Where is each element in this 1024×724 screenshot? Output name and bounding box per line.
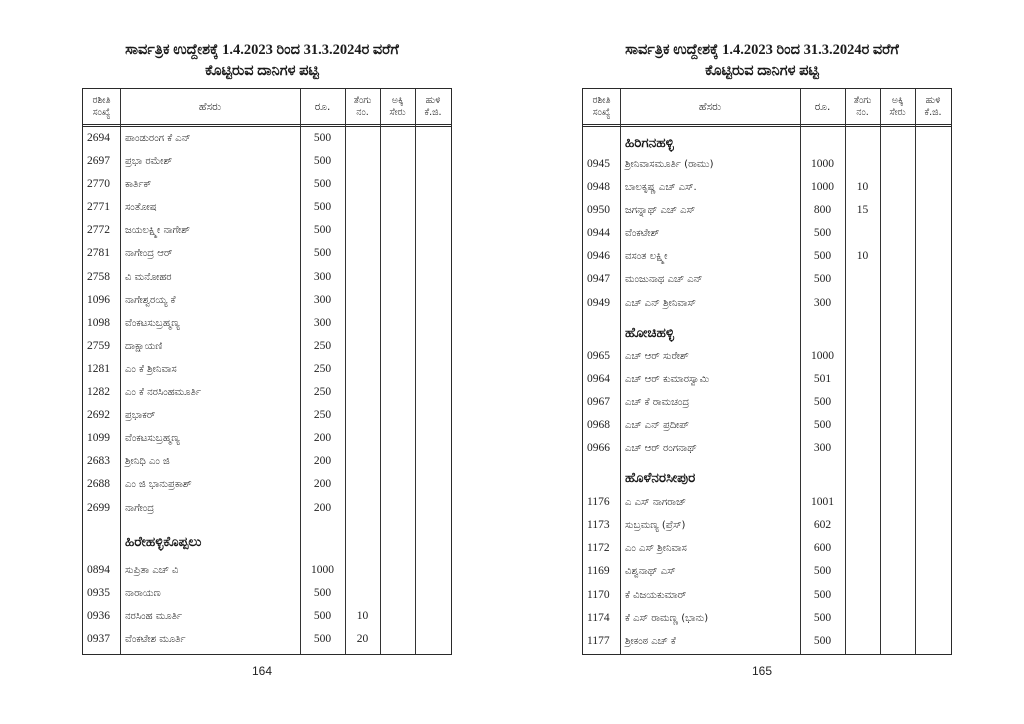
village-section-heading: ಹೋಚಿಹಳ್ಳಿ — [625, 324, 675, 341]
amount-rupees: 200 — [313, 478, 332, 491]
column-header-line: ಹುಳಿ — [425, 94, 441, 106]
amount-rupees: 500 — [813, 418, 832, 431]
receipt-number: 2772 — [87, 224, 110, 237]
amount-rupees: 200 — [313, 432, 332, 445]
receipt-number: 2694 — [87, 132, 110, 144]
column-header-receipt — [583, 89, 620, 124]
receipt-number: 0948 — [587, 181, 610, 194]
donor-name: ನಾರಾಯಣ — [125, 587, 161, 599]
donor-name: ಎಚ್ ಎನ್ ಶ್ರೀನಿವಾಸ್ — [625, 297, 696, 309]
column-header-coconut — [345, 89, 380, 124]
table-row — [583, 176, 951, 199]
column-header-line: ನಂ. — [856, 106, 869, 118]
receipt-number: 1173 — [587, 519, 610, 532]
receipt-number: 0945 — [587, 158, 610, 170]
column-divider — [300, 89, 301, 654]
donor-name: ವಸಂತ ಲಕ್ಷ್ಮೀ — [625, 251, 668, 263]
column-header-line: ಸಂಖ್ಯೆ — [592, 106, 611, 118]
amount-rupees: 500 — [813, 634, 832, 647]
column-divider — [380, 89, 381, 654]
column-header-tamarind — [415, 89, 451, 124]
column-header-line: ನಂ. — [356, 106, 369, 118]
village-section-row — [583, 315, 951, 345]
table-row — [83, 628, 451, 651]
title-line-1: ಸಾರ್ವತ್ರಿಕ ಉದ್ದೇಶಕ್ಕೆ 1.4.2023 ರಿಂದ 31.3.2024ರ ವರೆಗೆ — [125, 42, 399, 58]
coconut-count: 10 — [356, 609, 369, 622]
receipt-number: 2770 — [87, 178, 110, 191]
amount-rupees: 500 — [813, 588, 832, 601]
column-divider — [845, 89, 846, 654]
column-header-line: ಸಂಖ್ಯೆ — [92, 106, 111, 118]
donor-table — [582, 88, 952, 655]
column-divider — [880, 89, 881, 654]
table-row — [83, 473, 451, 496]
column-header-line: ಹೆಸರು — [198, 100, 222, 113]
page-title — [52, 40, 472, 82]
receipt-number: 1169 — [587, 565, 610, 578]
receipt-number: 0965 — [587, 349, 610, 362]
receipt-number: 0894 — [87, 563, 110, 576]
village-section-heading: ಹೊಳೆನರಸೀಪುರ — [625, 470, 696, 487]
village-section-row — [83, 520, 451, 559]
amount-rupees: 500 — [313, 247, 332, 260]
column-header-line: ತೆಂಗು — [353, 94, 372, 106]
donor-name: ವಿ ಮನೋಹರ — [125, 271, 172, 283]
column-header-line: ಅಕ್ಕಿ — [891, 94, 904, 106]
receipt-number: 0949 — [587, 296, 610, 309]
donor-name: ಸುಪ್ರಿತಾ ಎಚ್ ವಿ — [125, 564, 179, 576]
receipt-number: 0946 — [587, 250, 610, 263]
column-header-receipt — [83, 89, 120, 124]
table-row — [583, 368, 951, 391]
donor-name: ನರಸಿಂಹ ಮೂರ್ತಿ — [125, 610, 183, 622]
donor-name: ಪ್ರಭಾಕರ್ — [125, 410, 156, 422]
receipt-number: 2759 — [87, 339, 110, 352]
table-row — [83, 582, 451, 605]
table-row — [83, 150, 451, 173]
receipt-number: 0967 — [587, 395, 610, 408]
receipt-number: 2699 — [87, 501, 110, 514]
amount-rupees: 500 — [313, 586, 332, 599]
title-line-1: ಸಾರ್ವತ್ರಿಕ ಉದ್ದೇಶಕ್ಕೆ 1.4.2023 ರಿಂದ 31.3.2024ರ ವರೆಗೆ — [625, 42, 899, 58]
table-row — [583, 491, 951, 514]
donor-name: ಪ್ರಭಾ ರಮೇಶ್ — [125, 156, 173, 168]
column-header-rupees — [300, 89, 345, 124]
table-row — [583, 437, 951, 460]
coconut-count: 10 — [856, 181, 869, 194]
donor-name: ಎಚ್ ಆರ್ ರಂಗನಾಥ್ — [625, 443, 697, 455]
column-header-line: ಸೇರು — [889, 106, 906, 118]
amount-rupees: 300 — [813, 442, 832, 455]
receipt-number: 1176 — [587, 496, 610, 509]
table-row — [83, 173, 451, 196]
amount-rupees: 501 — [813, 372, 832, 385]
table-row — [83, 450, 451, 473]
receipt-number: 2692 — [87, 409, 110, 422]
column-divider — [915, 89, 916, 654]
amount-rupees: 600 — [813, 542, 832, 555]
column-header-rupees — [800, 89, 845, 124]
table-row — [583, 153, 951, 176]
amount-rupees: 250 — [313, 386, 332, 399]
table-header — [83, 89, 451, 127]
table-row — [583, 584, 951, 607]
table-row — [83, 312, 451, 335]
table-row — [83, 381, 451, 404]
coconut-count: 15 — [856, 204, 869, 217]
amount-rupees: 500 — [813, 565, 832, 578]
amount-rupees: 602 — [813, 519, 832, 532]
column-header-line: ರಶೀತಿ — [92, 94, 111, 106]
column-divider — [345, 89, 346, 654]
donor-name: ವೆಂಕಟೇಶ ಮೂರ್ತಿ — [125, 633, 186, 645]
coconut-count: 20 — [356, 632, 369, 645]
amount-rupees: 500 — [313, 201, 332, 214]
table-row — [583, 292, 951, 315]
table-row — [583, 537, 951, 560]
donor-name: ಕೆ ಎಸ್ ರಾಮಣ್ಣ (ಭಾನು) — [625, 612, 709, 624]
amount-rupees: 500 — [313, 132, 332, 144]
donor-name: ದಾಕ್ಷಾಯಣಿ — [125, 340, 163, 352]
donor-name: ಜಯಲಕ್ಷ್ಮೀ ನಾಗೇಶ್ — [125, 225, 190, 237]
receipt-number: 0950 — [587, 204, 610, 217]
donor-table — [82, 88, 452, 655]
amount-rupees: 500 — [813, 611, 832, 624]
amount-rupees: 300 — [313, 316, 332, 329]
amount-rupees: 500 — [813, 395, 832, 408]
donor-name: ನಾಗೇಂದ್ರ — [125, 502, 155, 514]
receipt-number: 2683 — [87, 455, 110, 468]
page-number: 164 — [251, 664, 273, 678]
column-header-rice — [380, 89, 415, 124]
amount-rupees: 1000 — [811, 181, 834, 194]
receipt-number: 1172 — [587, 542, 610, 555]
receipt-number: 0935 — [87, 586, 110, 599]
column-header-rice — [880, 89, 915, 124]
donor-name: ಎಂ ಕೆ ಶ್ರೀನಿವಾಸ — [125, 363, 177, 375]
donor-name: ವೆಂಕಟಸುಬ್ರಹ್ಮಣ್ಯ — [125, 433, 180, 445]
receipt-number: 1099 — [87, 432, 110, 445]
receipt-number: 0966 — [587, 442, 610, 455]
donor-name: ಬಾಲಕೃಷ್ಣ ಎಚ್ ಎಸ್. — [625, 182, 697, 194]
amount-rupees: 500 — [313, 224, 332, 237]
receipt-number: 0936 — [87, 609, 110, 622]
amount-rupees: 500 — [313, 609, 332, 622]
amount-rupees: 500 — [813, 250, 832, 263]
column-header-name — [620, 89, 800, 124]
amount-rupees: 1001 — [811, 496, 834, 509]
table-row — [83, 242, 451, 265]
receipt-number: 2758 — [87, 270, 110, 283]
table-row — [583, 268, 951, 291]
page-title — [552, 40, 972, 82]
amount-rupees: 250 — [313, 339, 332, 352]
amount-rupees: 500 — [813, 227, 832, 240]
table-row — [83, 605, 451, 628]
table-row — [583, 630, 951, 653]
donor-name: ನಾಗೇಂದ್ರ ಆರ್ — [125, 248, 173, 260]
receipt-number: 1170 — [587, 588, 610, 601]
amount-rupees: 200 — [313, 455, 332, 468]
amount-rupees: 1000 — [811, 158, 834, 170]
table-row — [83, 497, 451, 520]
amount-rupees: 500 — [813, 273, 832, 286]
column-header-line: ಕೆ.ಜಿ. — [924, 106, 942, 118]
receipt-number: 0968 — [587, 418, 610, 431]
table-row — [583, 391, 951, 414]
donor-name: ಜಗನ್ನಾಥ್ ಎಚ್ ಎಸ್ — [625, 205, 696, 217]
page-number: 165 — [751, 664, 773, 678]
column-divider — [120, 89, 121, 654]
donor-name: ಮಂಜುನಾಥ ಎಚ್ ಎನ್ — [625, 274, 703, 286]
table-row — [83, 289, 451, 312]
donor-name: ಕೆ ವಿಜಯಕುಮಾರ್ — [625, 589, 687, 601]
column-header-line: ರೂ. — [314, 100, 331, 113]
amount-rupees: 300 — [313, 270, 332, 283]
receipt-number: 2697 — [87, 155, 110, 168]
amount-rupees: 500 — [313, 632, 332, 645]
amount-rupees: 300 — [313, 293, 332, 306]
table-row — [83, 127, 451, 150]
column-header-line: ಸೇರು — [389, 106, 406, 118]
amount-rupees: 1000 — [811, 349, 834, 362]
receipt-number: 0964 — [587, 372, 610, 385]
table-row — [83, 358, 451, 381]
donor-name: ಪಾಂಡುರಂಗ ಕೆ ಎನ್ — [125, 133, 191, 144]
donor-name: ವಿಶ್ವನಾಥ್ ಎಸ್ — [625, 566, 676, 578]
receipt-number: 1174 — [587, 611, 610, 624]
donor-name: ಎಂ ಎಸ್ ಶ್ರೀನಿವಾಸ — [625, 543, 687, 555]
receipt-number: 2781 — [87, 247, 110, 260]
donor-name: ಎ ಎಸ್ ನಾಗರಾಜ್ — [625, 497, 687, 509]
donor-name: ಎಚ್ ಎನ್ ಪ್ರದೀಪ್ — [625, 419, 689, 431]
village-section-row — [583, 127, 951, 153]
column-header-line: ತೆಂಗು — [853, 94, 872, 106]
donor-name: ಎಚ್ ಆರ್ ಸುರೇಶ್ — [625, 350, 689, 362]
table-row — [583, 345, 951, 368]
column-header-name — [120, 89, 300, 124]
donor-name: ಎಚ್ ಆರ್ ಕುಮಾರಸ್ವಾಮಿ — [625, 373, 710, 385]
column-divider — [620, 89, 621, 654]
table-row — [83, 427, 451, 450]
donor-name: ಶ್ರೀನಿವಾಸಮೂರ್ತಿ (ರಾಮು) — [625, 159, 714, 170]
table-row — [583, 560, 951, 583]
donor-name: ಎಂ ಕೆ ನರಸಿಂಹಮೂರ್ತಿ — [125, 387, 201, 399]
column-header-line: ಕೆ.ಜಿ. — [424, 106, 442, 118]
table-row — [583, 607, 951, 630]
page-right — [500, 0, 1012, 724]
table-row — [83, 196, 451, 219]
coconut-count: 10 — [856, 250, 869, 263]
receipt-number: 0944 — [587, 227, 610, 240]
receipt-number: 1281 — [87, 362, 110, 375]
donor-name: ಎಚ್ ಕೆ ರಾಮಚಂದ್ರ — [625, 396, 690, 408]
receipt-number: 1098 — [87, 316, 110, 329]
table-row — [83, 404, 451, 427]
table-row — [583, 199, 951, 222]
column-divider — [415, 89, 416, 654]
column-header-line: ರಶೀತಿ — [592, 94, 611, 106]
table-body — [83, 127, 451, 654]
receipt-number: 1282 — [87, 386, 110, 399]
amount-rupees: 800 — [813, 204, 832, 217]
table-row — [83, 266, 451, 289]
column-header-tamarind — [915, 89, 951, 124]
village-section-heading: ಹಿರಿಗನಹಳ್ಳಿ — [625, 135, 674, 151]
column-header-coconut — [845, 89, 880, 124]
column-header-line: ರೂ. — [814, 100, 831, 113]
donor-name: ಸುಬ್ರಮಣ್ಯ (ಪ್ರೆಸ್) — [625, 520, 686, 532]
donor-name: ಶ್ರೀಕಂಠ ಎಚ್ ಕೆ — [625, 635, 676, 647]
receipt-number: 0947 — [587, 273, 610, 286]
title-line-2: ಕೊಟ್ಟಿರುವ ದಾನಿಗಳ ಪಟ್ಟಿ — [205, 63, 319, 79]
donor-name: ವೆಂಕಟಸುಬ್ರಹ್ಮಣ್ಯ — [125, 317, 180, 329]
table-row — [583, 245, 951, 268]
table-row — [583, 414, 951, 437]
column-header-line: ಹೆಸರು — [698, 100, 722, 113]
amount-rupees: 200 — [313, 501, 332, 514]
table-row — [583, 514, 951, 537]
village-section-row — [583, 460, 951, 491]
donor-name: ಎಂ ಜಿ ಭಾನುಪ್ರಕಾಶ್ — [125, 479, 192, 491]
amount-rupees: 1000 — [311, 563, 334, 576]
column-header-line: ಹುಳಿ — [925, 94, 941, 106]
village-section-heading: ಹಿರೇಹಳ್ಳಿಕೊಪ್ಪಲು — [125, 533, 202, 550]
donor-name: ವೆಂಕಟೇಶ್ — [625, 228, 660, 240]
amount-rupees: 500 — [313, 178, 332, 191]
donor-name: ನಾಗೇಶ್ವರಯ್ಯ ಕೆ — [125, 294, 176, 306]
receipt-number: 1177 — [587, 634, 610, 647]
receipt-number: 1096 — [87, 293, 110, 306]
column-divider — [800, 89, 801, 654]
table-row — [583, 222, 951, 245]
amount-rupees: 500 — [313, 155, 332, 168]
donor-name: ಸಂತೋಷ — [125, 202, 157, 214]
amount-rupees: 250 — [313, 409, 332, 422]
title-line-2: ಕೊಟ್ಟಿರುವ ದಾನಿಗಳ ಪಟ್ಟಿ — [705, 63, 819, 79]
receipt-number: 0937 — [87, 632, 110, 645]
table-row — [83, 335, 451, 358]
amount-rupees: 250 — [313, 362, 332, 375]
receipt-number: 2688 — [87, 478, 110, 491]
table-row — [83, 219, 451, 242]
table-row — [83, 559, 451, 582]
amount-rupees: 300 — [813, 296, 832, 309]
column-header-line: ಅಕ್ಕಿ — [391, 94, 404, 106]
receipt-number: 2771 — [87, 201, 110, 214]
donor-name: ಶ್ರೀನಿಧಿ ಎಂ ಜಿ — [125, 456, 170, 468]
table-header — [583, 89, 951, 127]
table-body — [583, 127, 951, 654]
donor-name: ಕಾರ್ತಿಕ್ — [125, 179, 152, 191]
